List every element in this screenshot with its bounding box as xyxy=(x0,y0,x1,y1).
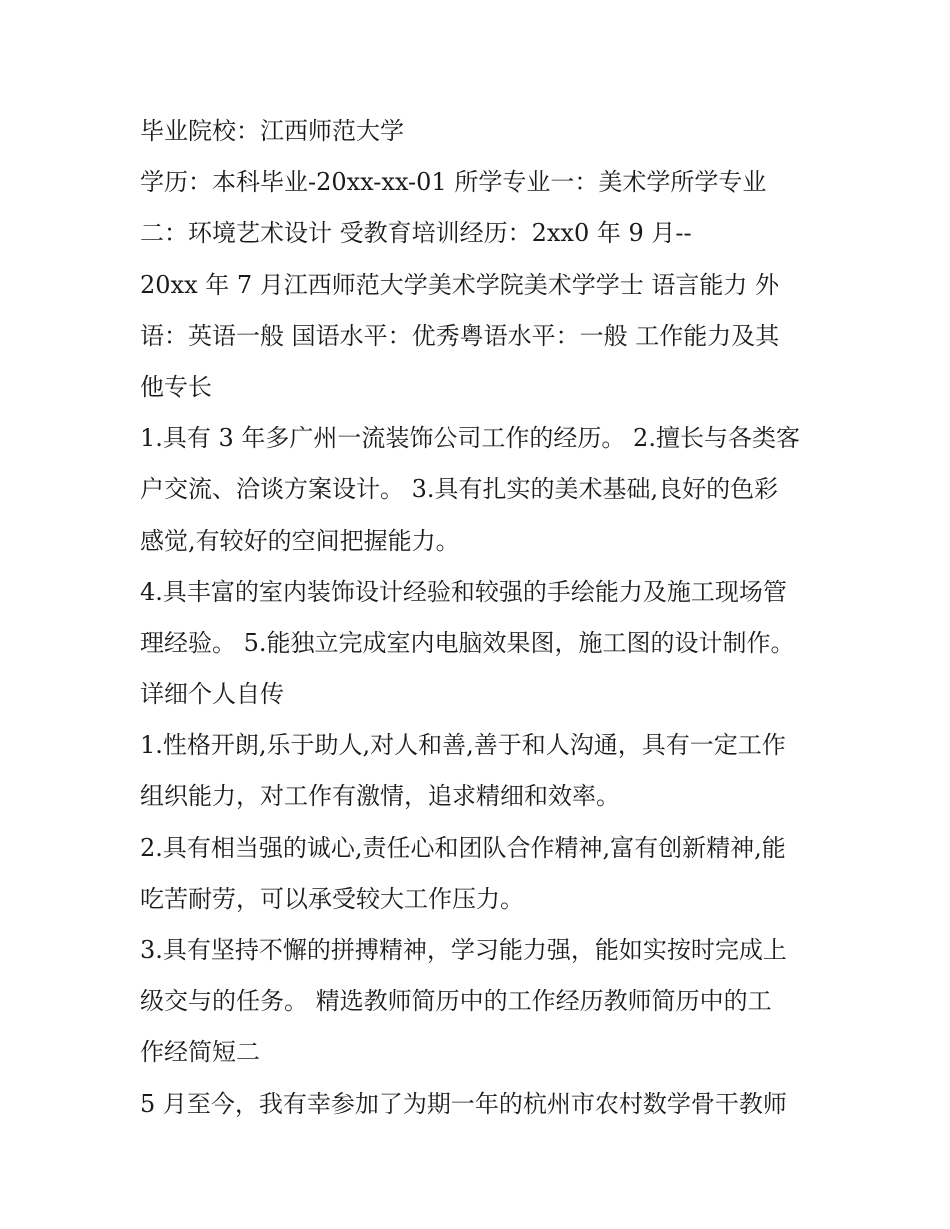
text-line: 他专长 xyxy=(140,372,212,401)
text-line: 作经简短二 xyxy=(140,1038,260,1067)
text-line: 理经验。 5.能独立完成室内电脑效果图，施工图的设计制作。 xyxy=(140,628,795,657)
text-line: 3.具有坚持不懈的拼搏精神，学习能力强，能如实按时完成上 xyxy=(140,936,787,964)
text-line: 1.性格开朗,乐于助人,对人和善,善于和人沟通，具有一定工作 xyxy=(140,731,786,760)
text-line: 5 月至今，我有幸参加了为期一年的杭州市农村数学骨干教师 xyxy=(140,1089,787,1118)
text-line: 毕业院校：江西师范大学 xyxy=(140,117,404,145)
document-body xyxy=(140,106,820,1130)
text-line: 4.具丰富的室内装饰设计经验和较强的手绘能力及施工现场管 xyxy=(140,577,787,606)
text-line: 2.具有相当强的诚心,责任心和团队合作精神,富有创新精神,能 xyxy=(140,833,786,862)
text-line: 1.具有 3 年多广州一流装饰公司工作的经历。 2.擅长与各类客 xyxy=(140,424,800,453)
text-line: 语：英语一般 国语水平：优秀粤语水平：一般 工作能力及其 xyxy=(140,321,780,350)
text-line: 感觉,有较好的空间把握能力。 xyxy=(140,526,460,555)
text-line: 吃苦耐劳，可以承受较大工作压力。 xyxy=(140,884,524,913)
text-line: 详细个人自传 xyxy=(140,680,284,709)
text-line: 组织能力，对工作有激情，追求精细和效率。 xyxy=(140,782,620,811)
text-line: 二：环境艺术设计 受教育培训经历：2xx0 年 9 月-- xyxy=(140,219,692,248)
text-line: 学历：本科毕业-20xx-xx-01 所学专业一：美术学所学专业 xyxy=(140,168,767,197)
text-line: 20xx 年 7 月江西师范大学美术学院美术学学士 语言能力 外 xyxy=(140,270,780,299)
text-line: 户交流、洽谈方案设计。 3.具有扎实的美术基础,良好的色彩 xyxy=(140,475,779,504)
text-line: 级交与的任务。 精选教师简历中的工作经历教师简历中的工 xyxy=(140,987,772,1016)
